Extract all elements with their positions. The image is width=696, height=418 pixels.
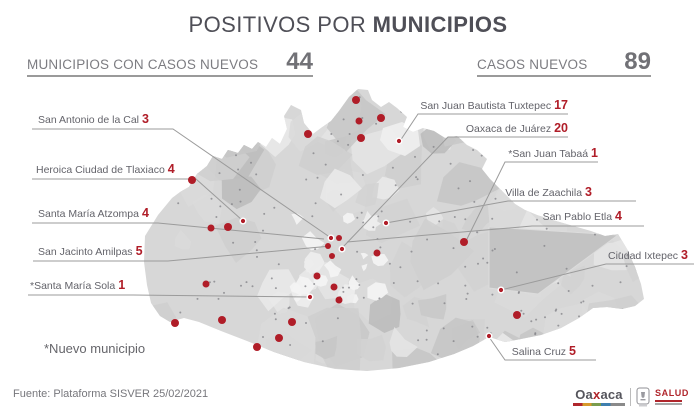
case-marker	[336, 235, 342, 241]
stat-label: MUNICIPIOS CON CASOS NUEVOS	[27, 57, 259, 72]
stat-value: 44	[286, 48, 313, 75]
labeled-case-marker	[328, 235, 334, 241]
case-marker	[357, 134, 365, 142]
municipality-name: Santa María Atzompa	[38, 208, 139, 220]
case-marker	[336, 297, 343, 304]
page-title-bold: MUNICIPIOS	[372, 12, 508, 37]
municipality-new-cases: 5	[135, 244, 143, 258]
labeled-case-marker	[383, 220, 389, 226]
labeled-case-marker	[498, 287, 504, 293]
municipality-new-cases: 5	[569, 344, 576, 358]
oaxaca-crest-icon	[636, 387, 650, 407]
case-marker	[356, 118, 363, 125]
case-marker	[288, 318, 296, 326]
case-marker	[374, 250, 381, 257]
municipality-new-cases: 4	[141, 206, 149, 220]
municipality-new-cases: 3	[681, 248, 688, 262]
municipality-name: Villa de Zaachila	[505, 187, 583, 199]
oaxaca-tagline-bar	[573, 403, 625, 406]
municipality-new-cases: 4	[167, 162, 175, 176]
oaxaca-government-logo	[573, 386, 625, 406]
case-marker	[377, 114, 385, 122]
case-marker	[188, 176, 196, 184]
municipality-new-cases: 20	[554, 121, 568, 135]
municipality-name: Heroica Ciudad de Tlaxiaco	[36, 164, 165, 176]
salud-tagline-bar-2	[655, 403, 682, 405]
case-marker	[224, 223, 232, 231]
municipality-new-cases: 1	[591, 146, 598, 160]
municipality-name: San Pablo Etla	[542, 211, 613, 223]
municipality-name: *San Juan Tabaá	[508, 148, 589, 160]
source-caption: Fuente: Plataforma SISVER 25/02/2021	[13, 388, 209, 400]
case-marker	[314, 273, 321, 280]
salud-tagline-bar-1	[655, 400, 682, 402]
municipality-new-cases: 1	[118, 278, 126, 292]
footnote-new-municipality: *Nuevo municipio	[44, 341, 146, 356]
municipality-name: Oaxaca de Juárez	[465, 123, 552, 135]
municipality-new-cases: 17	[554, 98, 568, 112]
case-marker	[325, 243, 331, 249]
case-marker	[329, 253, 335, 259]
case-marker	[253, 343, 261, 351]
case-marker	[513, 311, 521, 319]
municipality-name: San Antonio de la Cal	[38, 114, 139, 126]
labeled-case-marker	[240, 218, 246, 224]
page-title-regular: POSITIVOS POR	[188, 12, 373, 37]
case-marker	[171, 319, 179, 327]
salud-wordmark: SALUD	[655, 388, 689, 398]
municipality-new-cases: 3	[585, 185, 592, 199]
case-marker	[304, 130, 312, 138]
case-marker	[208, 225, 215, 232]
oaxaca-wordmark	[575, 386, 623, 402]
municipality-new-cases: 4	[615, 209, 622, 223]
oaxaca-wordmark-pre: Oa	[575, 386, 593, 402]
labeled-case-marker	[486, 333, 492, 339]
municipality-name: Salina Cruz	[511, 346, 567, 358]
oaxaca-x-glyph: x	[593, 386, 601, 402]
oaxaca-wordmark-post: aca	[600, 386, 623, 402]
logo-divider	[630, 388, 631, 406]
municipality-name: *Santa María Sola	[30, 280, 116, 292]
case-marker	[352, 96, 360, 104]
labeled-case-marker	[307, 294, 313, 300]
case-marker	[275, 334, 283, 342]
case-marker	[203, 281, 210, 288]
municipality-name: San Juan Bautista Tuxtepec	[420, 100, 552, 112]
case-marker	[460, 238, 468, 246]
stat-label: CASOS NUEVOS	[477, 57, 588, 72]
labeled-case-marker	[396, 138, 402, 144]
logo-bar	[573, 387, 689, 407]
salud-logo	[655, 389, 689, 405]
case-marker	[331, 284, 338, 291]
stat-value: 89	[624, 48, 651, 75]
municipality-new-cases: 3	[142, 112, 149, 126]
municipality-name: San Jacinto Amilpas	[38, 246, 133, 258]
case-marker	[218, 316, 226, 324]
municipality-name: Ciudad Ixtepec	[608, 250, 679, 262]
labeled-case-marker	[339, 246, 345, 252]
